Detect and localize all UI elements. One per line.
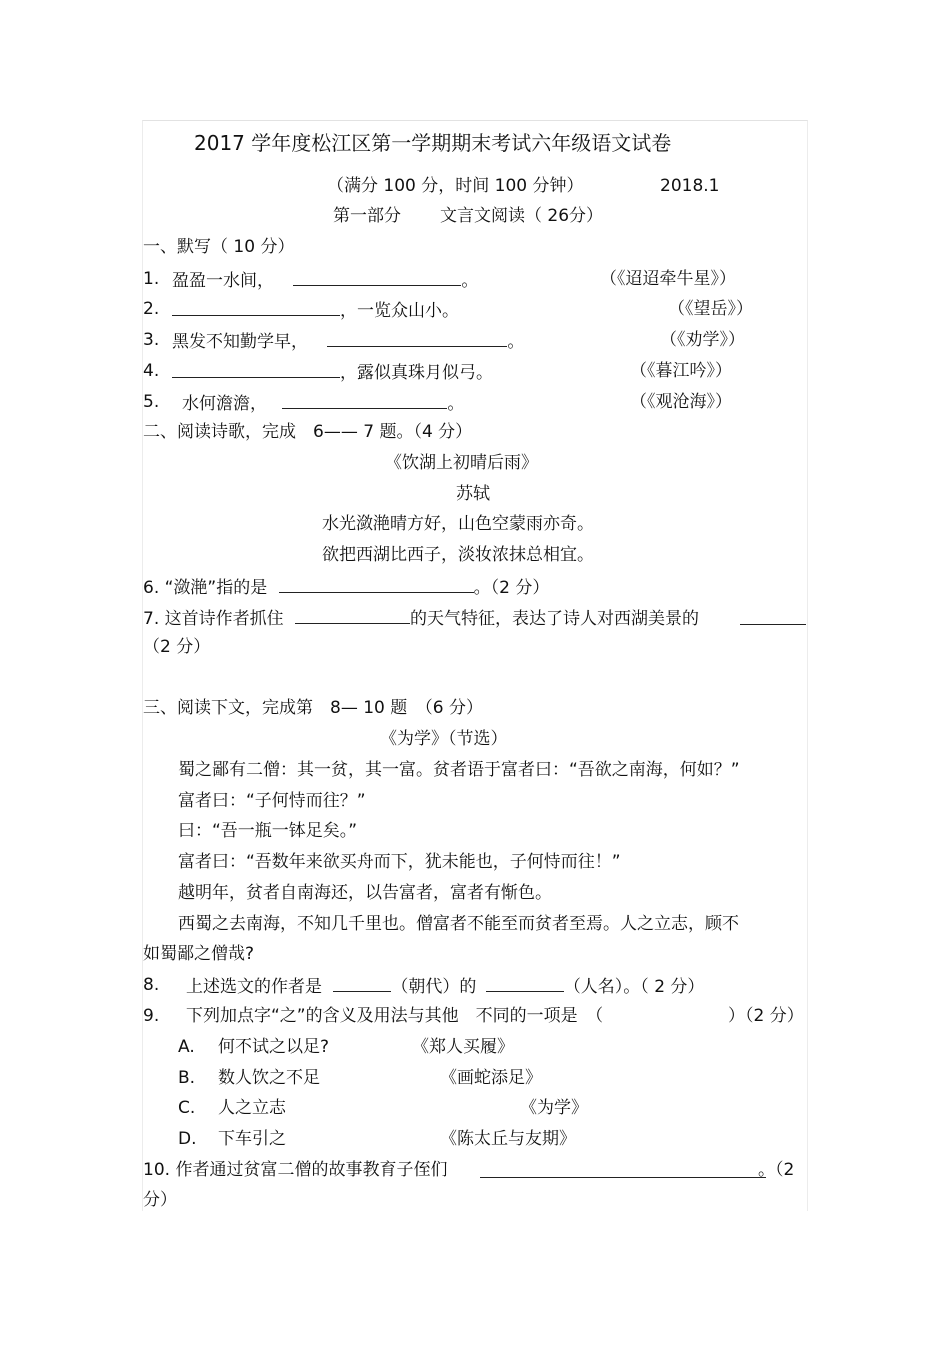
q4-answer-blank[interactable]	[172, 360, 340, 378]
option-c-source: 《为学》	[520, 1098, 588, 1118]
q5-prompt: 水何澹澹，	[182, 394, 267, 414]
q10-prompt: 10. 作者通过贫富二僧的故事教育子侄们	[143, 1160, 448, 1180]
q1-source: （《迢迢牵牛星》）	[600, 269, 736, 289]
part-label: 第一部分	[333, 206, 401, 226]
passage-line-4: 富者曰：“吾数年来欲买舟而下，犹未能也，子何恃而往！”	[178, 852, 621, 872]
option-d-letter: D.	[178, 1129, 197, 1149]
q6-text	[143, 575, 549, 599]
option-a-text: 何不试之以足?	[218, 1037, 330, 1057]
option-a-source: 《郑人买履》	[412, 1037, 514, 1057]
option-b-source: 《画蛇添足》	[440, 1068, 542, 1088]
option-c-text: 人之立志	[218, 1098, 286, 1118]
q2-tail: ，一览众山小。	[340, 301, 459, 321]
passage-title: 《为学》（节选）	[380, 729, 508, 749]
q10-answer-blank[interactable]	[480, 1160, 766, 1178]
option-c-letter: C.	[178, 1098, 196, 1118]
q3-prompt: 黑发不知勤学早，	[172, 332, 308, 352]
q3-number: 3.	[143, 330, 160, 350]
passage-line-5: 越明年，贫者自南海还，以告富者，富者有惭色。	[178, 883, 552, 903]
q3-answer-blank[interactable]	[327, 329, 507, 347]
q1-number: 1.	[143, 269, 160, 289]
q10-score: 分）	[143, 1190, 177, 1210]
q5-answer-blank[interactable]	[282, 391, 447, 409]
option-d-source: 《陈太丘与友期》	[440, 1129, 576, 1149]
q10-tail: 。（2	[758, 1160, 795, 1180]
passage-line-6: 西蜀之去南海，不知几千里也。僧富者不能至而贫者至焉。人之立志，顾不	[178, 914, 739, 934]
q7-text	[143, 606, 699, 630]
section-2-heading: 二、阅读诗歌，完成 6—— 7 题。（4 分）	[143, 422, 473, 442]
exam-title: 2017 学年度松江区第一学期期末考试六年级语文试卷	[194, 131, 672, 155]
poem-title: 《饮湖上初晴后雨》	[385, 453, 538, 473]
exam-date: 2018.1	[660, 176, 720, 196]
poem-author: 苏轼	[456, 484, 490, 504]
exam-subtitle: （满分 100 分，时间 100 分钟）	[327, 176, 584, 196]
passage-line-7: 如蜀鄙之僧哉?	[143, 944, 255, 964]
q10-text	[143, 1159, 447, 1181]
q1-tail: 。	[461, 271, 479, 291]
q3-source: （《劝学》）	[660, 330, 745, 350]
q7-answer-blank-1[interactable]	[295, 606, 410, 624]
q8-text	[186, 974, 704, 998]
passage-line-3: 曰：“吾一瓶一钵足矣。”	[178, 821, 358, 841]
q2-text	[172, 298, 459, 322]
passage-line-2: 富者曰：“子何恃而往？”	[178, 791, 366, 811]
q1-text	[172, 268, 478, 292]
q6-tail: 。（2 分）	[473, 578, 550, 598]
q7-score: （2 分）	[143, 637, 211, 657]
option-d-text: 下车引之	[218, 1129, 286, 1149]
option-a-letter: A.	[178, 1037, 195, 1057]
q8-number: 8.	[143, 975, 160, 995]
q5-source: （《观沧海》）	[630, 392, 732, 412]
q6-answer-blank[interactable]	[279, 575, 474, 593]
poem-line-2: 欲把西湖比西子，淡妆浓抹总相宜。	[322, 545, 594, 565]
poem-line-1: 水光潋滟晴方好，山色空蒙雨亦奇。	[322, 514, 594, 534]
q4-tail: ，露似真珠月似弓。	[340, 363, 493, 383]
q6-prompt: 6. “潋滟”指的是	[143, 578, 268, 598]
section-1-heading: 一、默写（ 10 分）	[143, 237, 295, 257]
q2-number: 2.	[143, 299, 160, 319]
q8-name-blank[interactable]	[486, 974, 564, 992]
q7-answer-blank-2[interactable]	[740, 607, 806, 625]
q9-number: 9.	[143, 1006, 160, 1026]
q1-answer-blank[interactable]	[293, 268, 461, 286]
option-b-letter: B.	[178, 1068, 196, 1088]
q4-source: （《暮江吟》）	[630, 361, 732, 381]
q2-answer-blank[interactable]	[172, 298, 340, 316]
q5-text	[182, 391, 464, 415]
q8-tail: （人名）。（ 2 分）	[563, 977, 705, 997]
passage-line-1: 蜀之鄙有二僧：其一贫，其一富。贫者语于富者曰：“吾欲之南海，何如？”	[178, 760, 740, 780]
q9-score: ）（2 分）	[728, 1006, 804, 1026]
section-3-heading: 三、阅读下文，完成第 8— 10 题 （6 分）	[143, 698, 483, 718]
q9-text: 下列加点字“之”的含义及用法与其他 不同的一项是 （	[186, 1006, 604, 1026]
q8-dynasty-blank[interactable]	[333, 974, 391, 992]
q1-prompt: 盈盈一水间，	[172, 271, 274, 291]
q2-source: （《望岳》）	[668, 299, 753, 319]
q7-mid: 的天气特征，表达了诗人对西湖美景的	[410, 609, 700, 629]
q7-prompt: 7. 这首诗作者抓住	[143, 609, 284, 629]
q5-number: 5.	[143, 392, 160, 412]
q8-prompt: 上述选文的作者是	[186, 977, 322, 997]
q3-text	[172, 329, 524, 353]
q5-tail: 。	[447, 394, 465, 414]
part-name: 文言文阅读（ 26分）	[440, 206, 604, 226]
q8-mid: （朝代）的	[391, 977, 477, 997]
q4-number: 4.	[143, 361, 160, 381]
q3-tail: 。	[507, 332, 525, 352]
option-b-text: 数人饮之不足	[218, 1068, 320, 1088]
q4-text	[172, 360, 493, 384]
